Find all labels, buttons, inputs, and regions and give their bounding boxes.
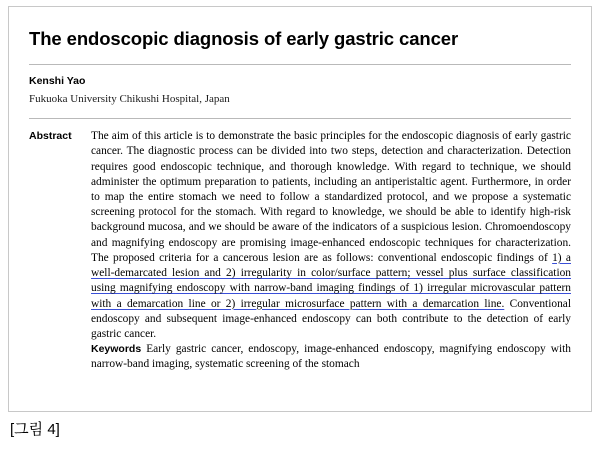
abstract-section — [29, 129, 571, 373]
page-title: The endoscopic diagnosis of early gastric cancer — [29, 28, 459, 49]
author-name: Kenshi Yao — [29, 75, 86, 88]
abstract-text-part-two: Conventional endoscopy and subsequent image-enhanced endoscopy can both contribute to the detection of early gastric cancer. — [91, 297, 571, 340]
paper-abstract-card — [8, 6, 592, 412]
abstract-text — [91, 129, 571, 373]
divider-above-abstract — [29, 118, 571, 119]
abstract-label: Abstract — [29, 130, 72, 143]
divider-under-title — [29, 64, 571, 65]
abstract-highlighted-criteria: 1) a well-demarcated lesion and 2) irregularity in color/surface pattern; vessel plus surface classification using magnifying endoscopy with narrow-band imaging findings of 1) irregular microvascular pattern with a demarcation line or 2) irregular microsurface pattern with a demarcation line. — [91, 251, 571, 310]
figure-caption: [그림 4] — [10, 421, 60, 438]
keywords-label: Keywords — [91, 343, 142, 356]
keywords-text: Early gastric cancer, endoscopy, image-enhanced endoscopy, magnifying endoscopy with narrow-band imaging, systematic screening of the stomach — [91, 343, 571, 371]
abstract-text-part-one: The aim of this article is to demonstrate the basic principles for the endoscopic diagnosis of early gastric cancer. The diagnostic process can be divided into two steps, detection and characterization. Detection requires good endoscopic technique, and thorough knowledge. With regard to technique, we should administer the optimum preparation to patients, including an antiperistaltic agent. Furthermore, in order to map the entire stomach we need to follow a standardized protocol, and we propose a systematic screening protocol for the stomach. With regard to knowledge, we should be able to identify high-risk background mucosa, and we should be aware of the indicators of a suspicious lesion. Chromoendoscopy and magnifying endoscopy are promising image-enhanced endoscopic techniques for characterization. The proposed criteria for a cancerous lesion are as follows: conventional endoscopic findings of — [91, 130, 571, 264]
keywords-line — [91, 342, 571, 372]
author-affiliation: Fukuoka University Chikushi Hospital, Japan — [29, 93, 230, 106]
